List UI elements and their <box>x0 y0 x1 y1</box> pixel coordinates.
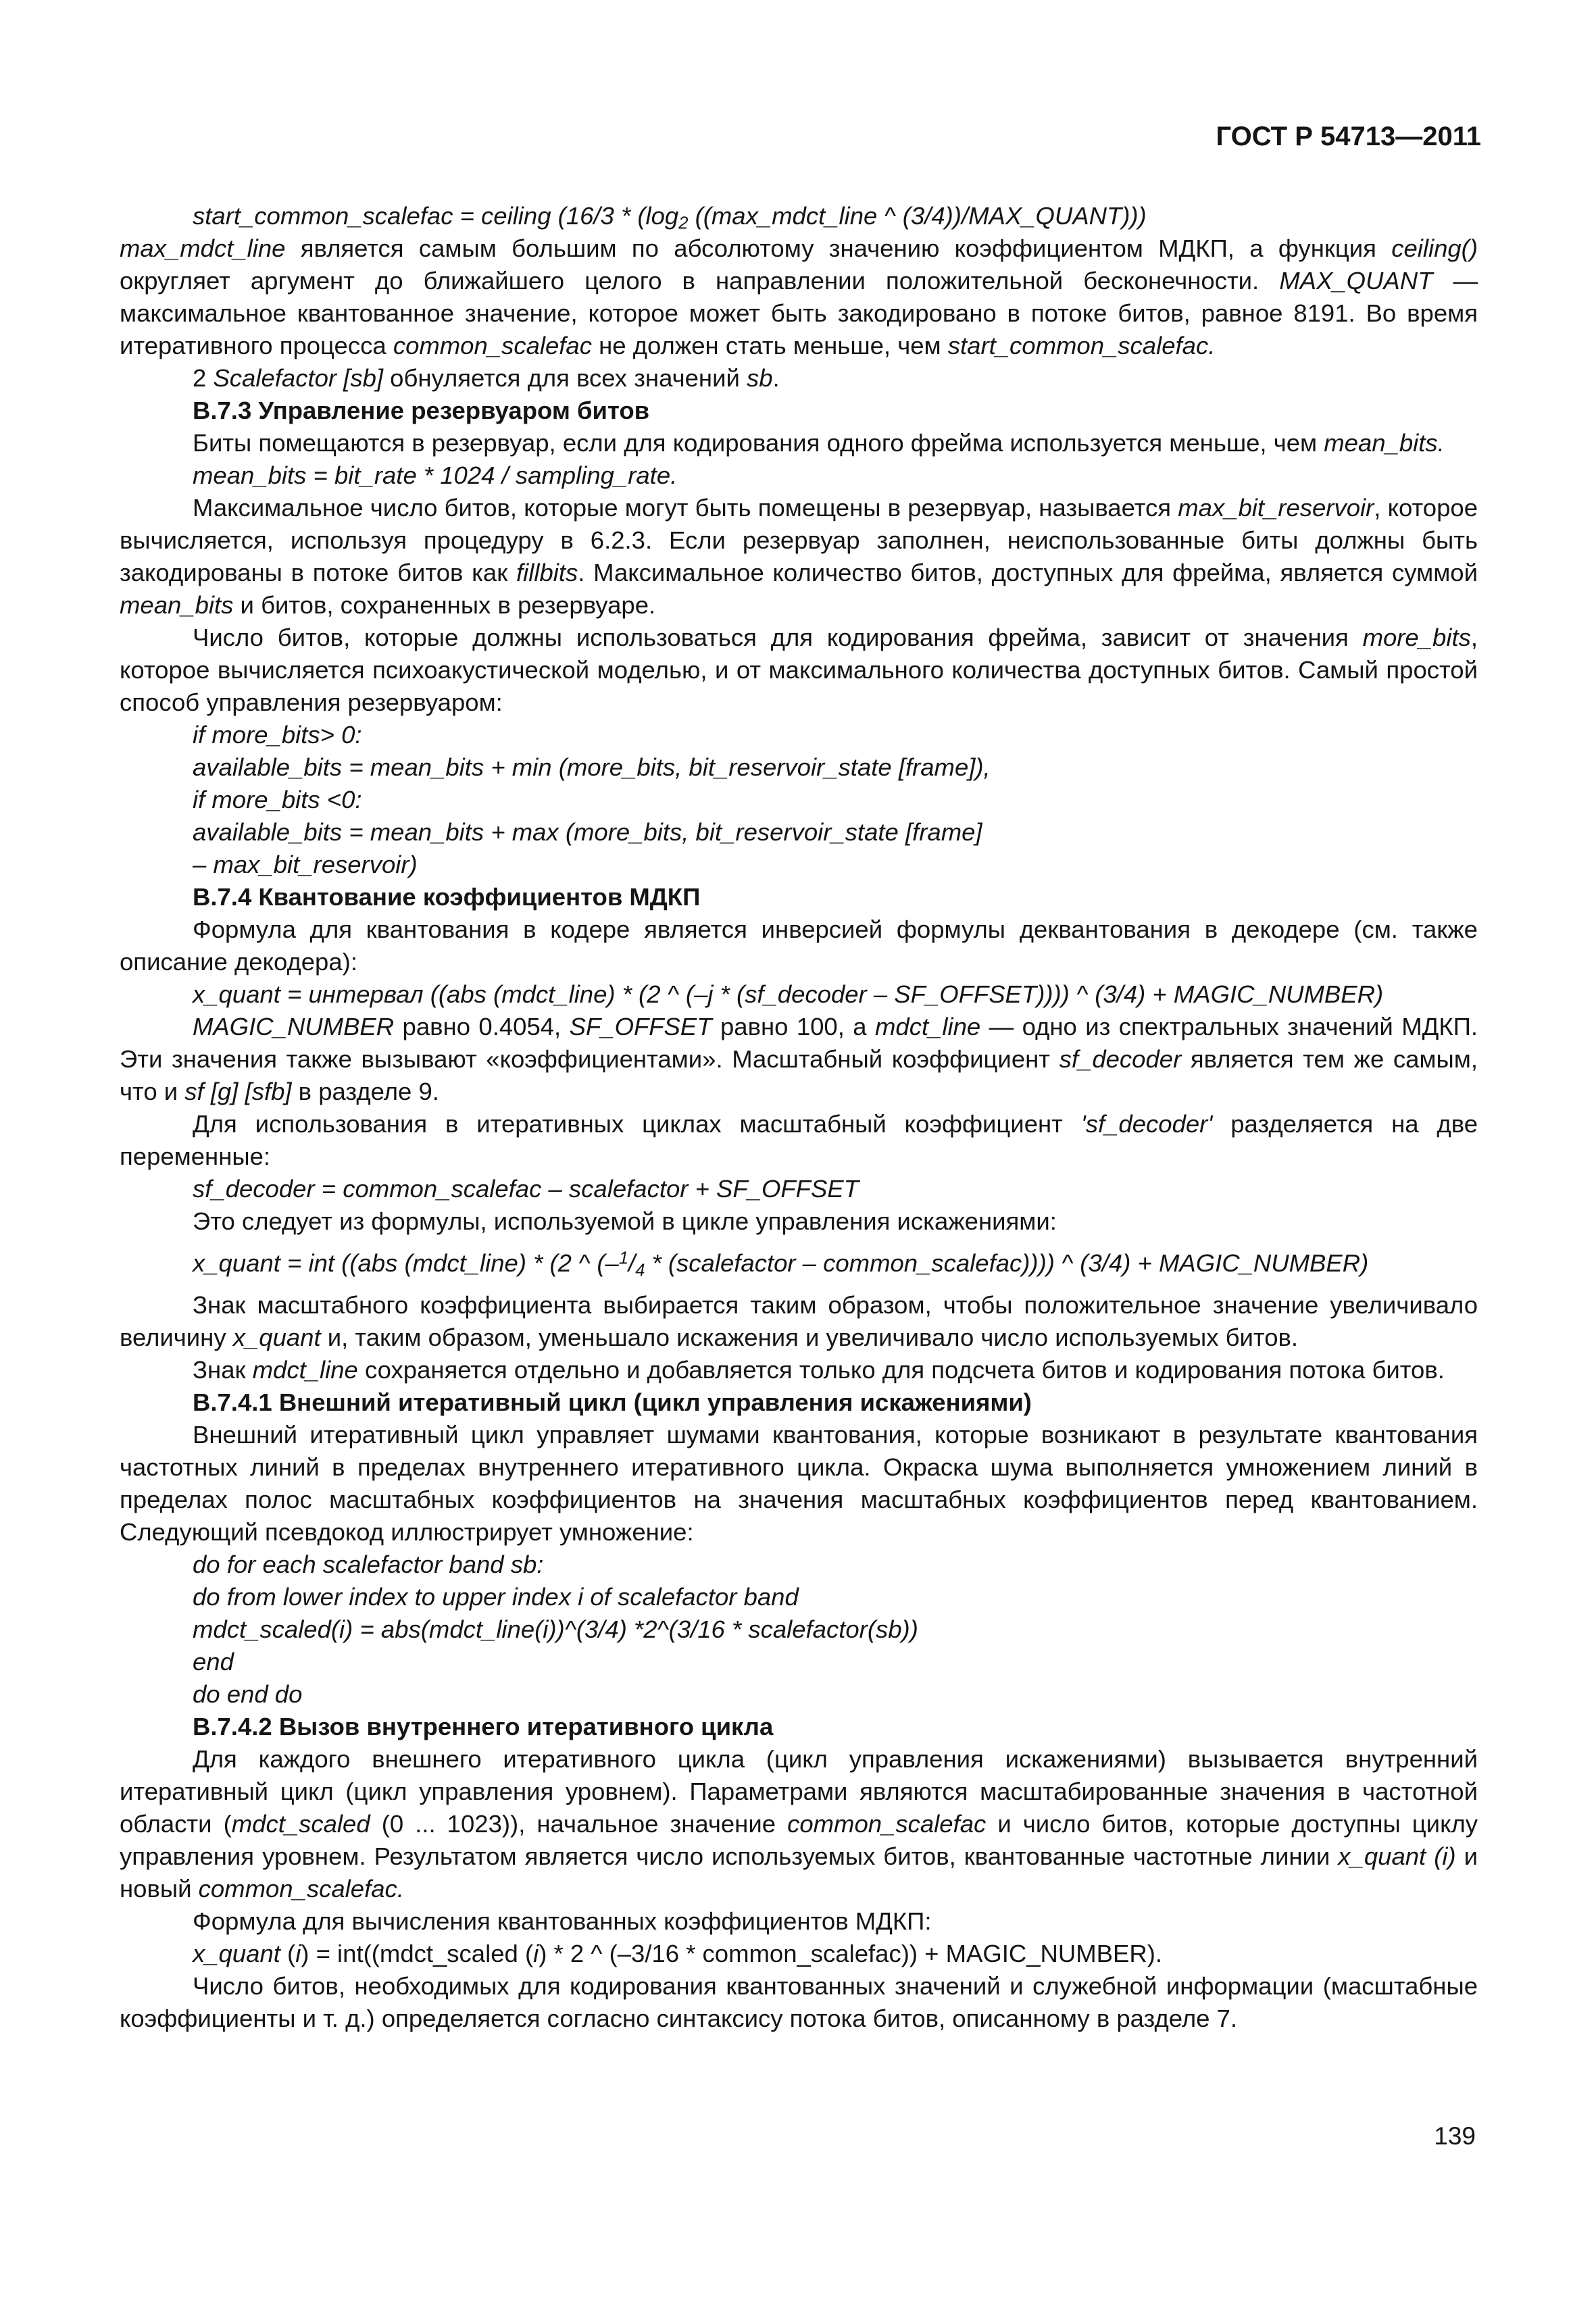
formula-line: end <box>193 1648 234 1676</box>
body-paragraph: Число битов, необходимых для кодирования квантованных значений и служебной информации (масштабные коэффициенты и т. д.) определяется согласно синтаксису потока битов, описанному в разделе 7. <box>120 1972 1478 2032</box>
formula-line: available_bits = mean_bits + max (more_bits, bit_reservoir_state [frame] <box>193 818 982 846</box>
formula-line: mean_bits = bit_rate * 1024 / sampling_rate. <box>193 461 678 489</box>
body-paragraph: Это следует из формулы, используемой в цикле управления искажениями: <box>193 1207 1057 1235</box>
document-body <box>120 200 1478 2035</box>
body-paragraph: Для каждого внешнего итеративного цикла (цикл управления искажениями) вызывается внутренний итеративный цикл (цикл управления уровнем). Параметрами являются масштабированные значения в частотной области (mdct_scaled (0 ... 1023)), начальное значение common_scalefac и число битов, которые доступны циклу управления уровнем. Результатом является число используемых битов, квантованные частотные линии x_quant (i) и новый common_scalefac. <box>120 1745 1478 1903</box>
body-paragraph: Число битов, которые должны использоваться для кодирования фрейма, зависит от значения more_bits, которое вычисляется психоакустической моделью, и от максимального количества доступных битов. Самый простой способ управления резервуаром: <box>120 624 1478 716</box>
section-heading: В.7.4 Квантование коэффициентов МДКП <box>193 883 701 911</box>
formula-line: do for each scalefactor band sb: <box>193 1551 544 1578</box>
body-paragraph: Формула для квантования в кодере является инверсией формулы деквантования в декодере (см. также описание декодера): <box>120 915 1478 976</box>
formula-line: start_common_scalefac = ceiling ($16/3 * (\log_2$ ((max_mdct_line ^ (3/4))/MAX_QUANT))) <box>193 202 1147 233</box>
body-paragraph: Знак mdct_line сохраняется отдельно и добавляется только для подсчета битов и кодирования потока битов. <box>193 1356 1445 1384</box>
body-paragraph: Для использования в итеративных циклах масштабный коэффициент 'sf_decoder' разделяется на две переменные: <box>120 1110 1478 1170</box>
formula-line: available_bits = mean_bits + min (more_bits, bit_reservoir_state [frame]), <box>193 753 991 781</box>
formula-line: do end do <box>193 1680 303 1708</box>
formula-line: x_quant = интервал ((abs (mdct_line) * (2 ^ (–j * (sf_decoder – SF_OFFSET)))) ^ (3/4) + MAGIC_NUMBER) <box>193 980 1384 1008</box>
body-paragraph: x_quant (i) = int((mdct_scaled (i) * 2 ^ (–3/16 * common_scalefac)) + MAGIC_NUMBER). <box>193 1940 1163 1967</box>
body-paragraph: Максимальное число битов, которые могут быть помещены в резервуар, называется max_bit_reservoir, которое вычисляется, используя процедуру в 6.2.3. Если резервуар заполнен, неиспользованные биты должны быть закодированы в потоке битов как fillbits. Максимальное количество битов, доступных для фрейма, является суммой mean_bits и битов, сохраненных в резервуаре. <box>120 494 1478 619</box>
formula-line: x_quant = int ((abs (mdct_line) * (2 ^ ($-^1/_4$ * (scalefactor – common_scalefac)))) ^ (3/4) + MAGIC_NUMBER) <box>193 1249 1369 1280</box>
formula-line: do from lower index to upper index i of scalefactor band <box>193 1583 799 1611</box>
standard-header: ГОСТ Р 54713—2011 <box>1216 122 1481 151</box>
page-number: 139 <box>1434 2122 1476 2150</box>
body-paragraph: Биты помещаются в резервуар, если для кодирования одного фрейма используется меньше, чем mean_bits. <box>193 429 1445 457</box>
body-paragraph: MAGIC_NUMBER равно 0.4054, SF_OFFSET равно 100, а mdct_line — одно из спектральных значений МДКП. Эти значения также вызывают «коэффициентами». Масштабный коэффициент sf_decoder является тем же самым, что и sf [g] [sfb] в разделе 9. <box>120 1013 1478 1105</box>
formula-line: if more_bits> 0: <box>193 721 362 749</box>
section-heading: В.7.4.1 Внешний итеративный цикл (цикл управления искажениями) <box>193 1388 1032 1416</box>
body-paragraph: Знак масштабного коэффициента выбирается таким образом, чтобы положительное значение увеличивало величину x_quant и, таким образом, уменьшало искажения и увеличивало число используемых битов. <box>120 1291 1478 1351</box>
body-paragraph: max_mdct_line является самым большим по абсолютому значению коэффициентом МДКП, а функция ceiling() округляет аргумент до ближайшего целого в направлении положительной бесконечности. MAX_QUANT — максимальное квантованное значение, которое может быть закодировано в потоке битов, равное 8191. Во время итеративного процесса common_scalefac не должен стать меньше, чем start_common_scalefac. <box>120 234 1478 359</box>
formula-line: mdct_scaled(i) = abs(mdct_line(i))^(3/4) *2^(3/16 * scalefactor(sb)) <box>193 1615 918 1643</box>
section-heading: В.7.3 Управление резервуаром битов <box>193 397 650 424</box>
formula-line: sf_decoder = common_scalefac – scalefactor + SF_OFFSET <box>193 1175 859 1203</box>
section-heading: В.7.4.2 Вызов внутреннего итеративного цикла <box>193 1713 774 1740</box>
body-paragraph: 2 Scalefactor [sb] обнуляется для всех значений sb. <box>193 364 780 392</box>
formula-line: if more_bits <0: <box>193 786 362 813</box>
body-paragraph: Формула для вычисления квантованных коэффициентов МДКП: <box>193 1907 932 1935</box>
body-paragraph: Внешний итеративный цикл управляет шумами квантования, которые возникают в результате квантования частотных линий в пределах внутреннего итеративного цикла. Окраска шума выполняется умножением линий в пределах полос масштабных коэффициентов на значения масштабных коэффициентов перед квантованием. Следующий псевдокод иллюстрирует умножение: <box>120 1421 1478 1546</box>
formula-line: – max_bit_reservoir) <box>193 851 418 878</box>
